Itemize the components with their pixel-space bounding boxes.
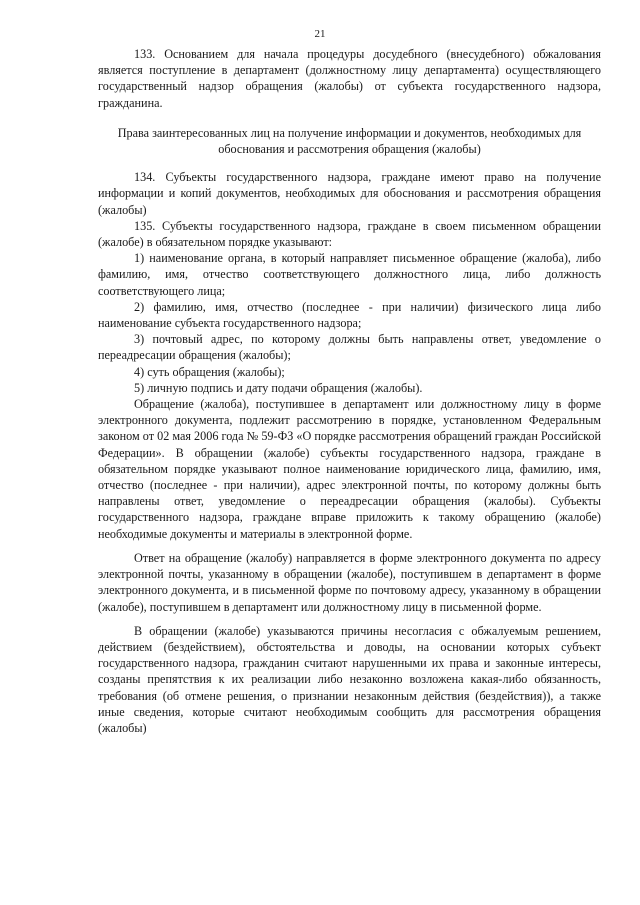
document-body xyxy=(98,46,601,736)
list-item-1: 1) наименование органа, в который направляет письменное обращение (жалоба), либо фамилию, имя, отчество соответствующего должностного лица, либо должность соответствующего лица; xyxy=(98,251,601,298)
list-item-3: 3) почтовый адрес, по которому должны быть направлены ответ, уведомление о переадресации обращения (жалобы); xyxy=(98,332,601,363)
list-item-2: 2) фамилию, имя, отчество (последнее - при наличии) физического лица либо наименование субъекта государственного надзора; xyxy=(98,299,601,331)
paragraph-reasons: В обращении (жалобе) указываются причины несогласия с обжалуемым решением, действием (бездействием), обстоятельства и доводы, на основании которых субъект государственного надзора, гражданин считают нарушенными их права и законные интересы, созданы препятствия к их реализации либо незаконно возложена какая-либо обязанность, требования (об отмене решения, о признании незаконным действия (бездействия)), а также иные сведения, которые считают необходимым сообщить для рассмотрения обращения (жалобы) xyxy=(98,623,601,735)
paragraph-135: 135. Субъекты государственного надзора, граждане в своем письменном обращении (жалобе) в обязательном порядке указывают: xyxy=(98,218,601,250)
paragraph-134: 134. Субъекты государственного надзора, граждане имеют право на получение информации и копий документов, необходимых для обоснования и рассмотрения обращения (жалобы) xyxy=(98,170,601,217)
paragraph-electronic-submission: Обращение (жалоба), поступившее в департамент или должностному лицу в форме электронного документа, подлежит рассмотрению в порядке, установленном Федеральным законом от 02 мая 2006 года № 59-ФЗ «О порядке рассмотрения обращений граждан Российской Федерации». В обращении (жалобе) субъекты государственного надзора, граждане в обязательном порядке указывают полное наименование юридического лица, фамилию, имя, отчество (последнее - при наличии), адрес электронной почты, по которому должны быть направлены ответ, уведомление о переадресации обращения (жалобы). Субъекты государственного надзора, граждане вправе приложить к такому обращению (жалобе) необходимые документы и материалы в электронной форме. xyxy=(98,397,601,541)
list-item-4: 4) суть обращения (жалобы); xyxy=(134,364,285,379)
list-item-5: 5) личную подпись и дату подачи обращения (жалобы). xyxy=(134,380,423,395)
section-heading: Права заинтересованных лиц на получение информации и документов, необходимых для обоснования и рассмотрения обращения (жалобы) xyxy=(117,125,582,157)
page-number: 21 xyxy=(314,28,326,40)
paragraph-answer: Ответ на обращение (жалобу) направляется в форме электронного документа по адресу электронной почты, указанному в обращении (жалобе), поступившем в департамент в форме электронного документа, и в письменной форме по почтовому адресу, указанному в обращении (жалобе), поступившем в департамент или должностному лицу в письменной форме. xyxy=(98,550,601,614)
paragraph-133: 133. Основанием для начала процедуры досудебного (внесудебного) обжалования является поступление в департамент (должностному лицу департамента) осуществляющего государственный надзор обращения (жалобы) от субъекта государственного надзора, гражданина. xyxy=(98,47,601,110)
